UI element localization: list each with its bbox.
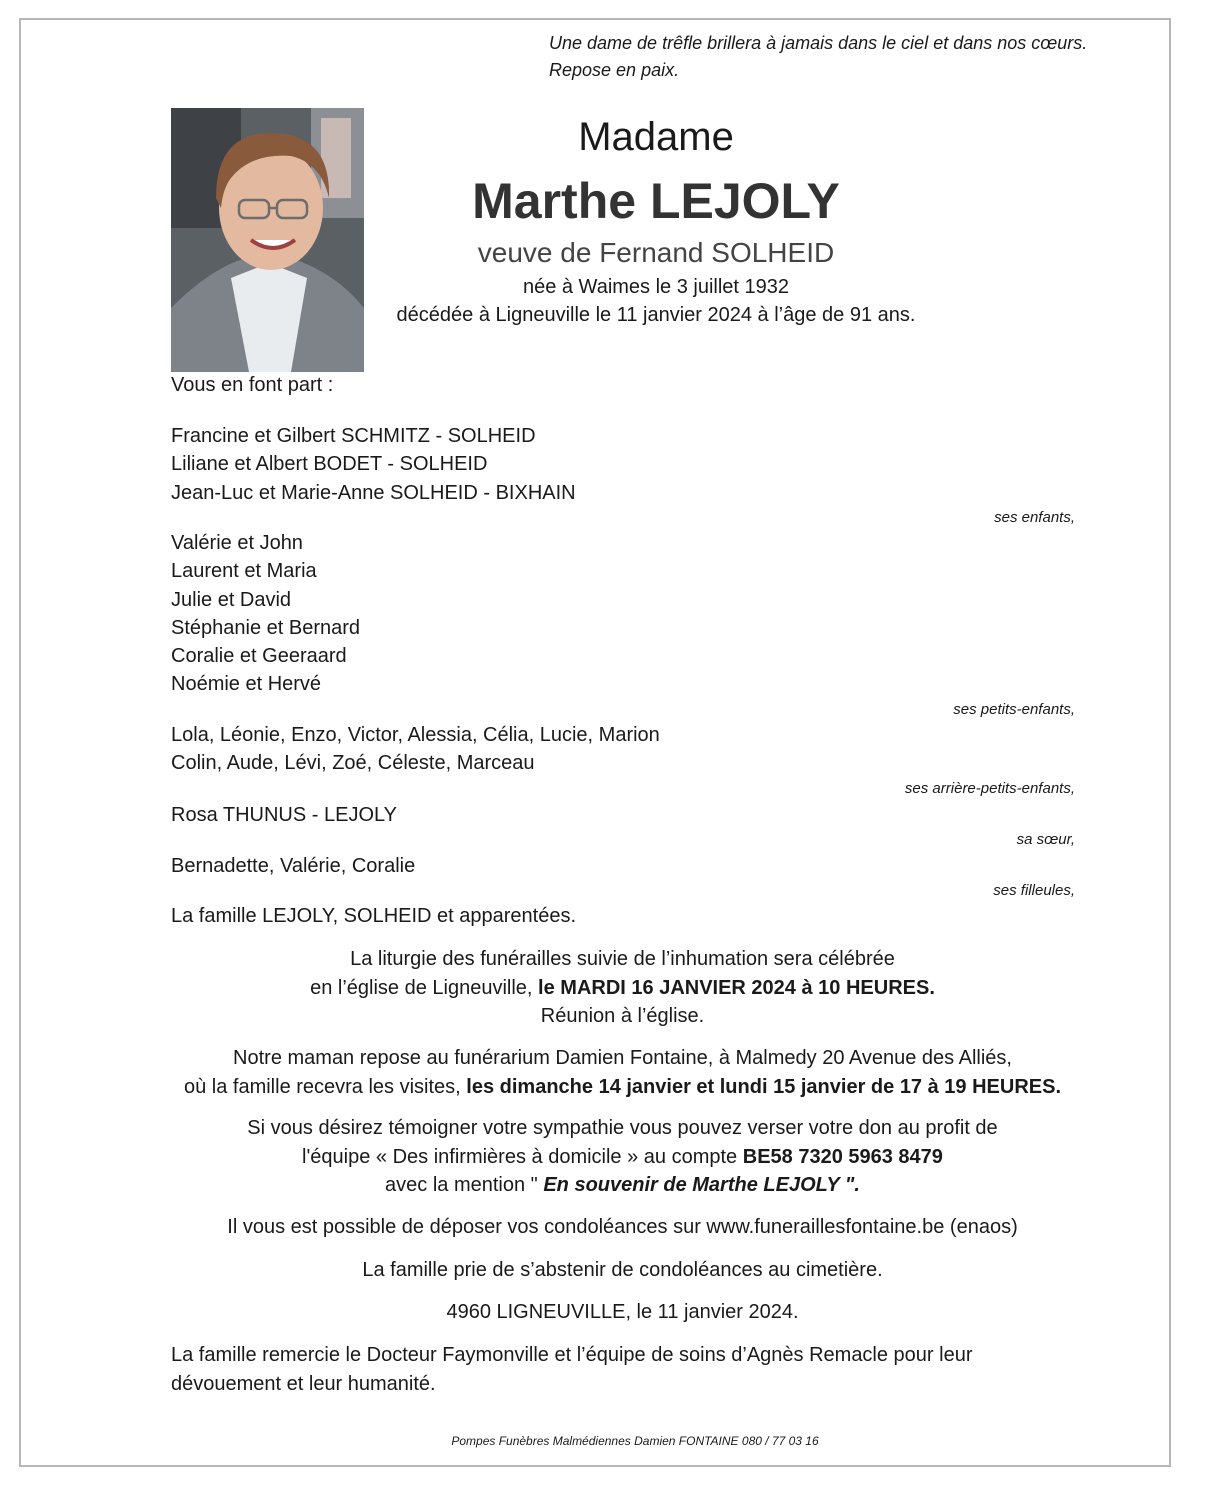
epigraph — [549, 30, 1087, 84]
widow-of: veuve de Fernand SOLHEID — [477, 237, 835, 268]
online-condolences: Il vous est possible de déposer vos condoléances sur www.funeraillesfontaine.be (enaos) — [227, 1216, 1018, 1238]
relation-great-grandchildren: ses arrière-petits-enfants, — [904, 780, 1075, 797]
list-item: Stéphanie et Bernard — [171, 616, 361, 639]
list-item: Jean-Luc et Marie-Anne SOLHEID - BIXHAIN — [171, 481, 576, 504]
donation-line-2: l'équipe « Des infirmières à domicile » au compte BE58 7320 5963 8479 — [302, 1145, 943, 1168]
children-list — [171, 422, 576, 507]
epigraph-line-2: Repose en paix. — [549, 60, 680, 80]
liturgy-line-1: La liturgie des funérailles suivie de l’inhumation sera célébrée — [350, 948, 895, 970]
funeral-home-footer: Pompes Funèbres Malmédiennes Damien FONTAINE 080 / 77 03 16 — [451, 1434, 819, 1448]
great-grandchildren-list — [171, 721, 660, 778]
deceased-name: Marthe LEJOLY — [472, 173, 840, 229]
birth-info: née à Waimes le 3 juillet 1932 — [522, 276, 790, 298]
relation-goddaughters: ses filleules, — [993, 882, 1075, 899]
list-item: Laurent et Maria — [171, 560, 317, 583]
list-item: Rosa THUNUS - LEJOLY — [171, 804, 397, 826]
epigraph-line-1: Une dame de trêfle brillera à jamais dans le ciel et dans nos cœurs. — [549, 33, 1088, 53]
donation-line-3: avec la mention " En souvenir de Marthe LEJOLY ". — [385, 1174, 860, 1196]
honorific-title: Madame — [578, 115, 734, 159]
intro-text: Vous en font part : — [171, 374, 334, 396]
list-item: Liliane et Albert BODET - SOLHEID — [171, 453, 488, 476]
liturgy-line-2: en l’église de Ligneuville, le MARDI 16 JANVIER 2024 à 10 HEURES. — [310, 976, 935, 999]
liturgy-date: le MARDI 16 JANVIER 2024 à 10 HEURES. — [538, 976, 935, 999]
grandchildren-list — [171, 529, 360, 699]
donation-line-1: Si vous désirez témoigner votre sympathie vous pouvez verser votre don au profit de — [247, 1117, 998, 1139]
thanks-line-1: La famille remercie le Docteur Faymonville et l’équipe de soins d’Agnès Remacle pour leur — [171, 1344, 973, 1366]
thanks-line-2: dévouement et leur humanité. — [171, 1372, 436, 1395]
portrait-photo — [171, 108, 364, 372]
visits-dates: les dimanche 14 janvier et lundi 15 janvier de 17 à 19 HEURES. — [466, 1075, 1062, 1098]
relation-grandchildren: ses petits-enfants, — [953, 701, 1075, 718]
goddaughters-list — [171, 852, 415, 880]
liturgy-info — [171, 945, 1074, 1031]
list-item: Coralie et Geeraard — [171, 645, 347, 668]
death-info: décédée à Ligneuville le 11 janvier 2024 à l’âge de 91 ans. — [396, 304, 916, 326]
list-item: Julie et David — [171, 588, 292, 611]
bank-account: BE58 7320 5963 8479 — [742, 1145, 943, 1168]
list-item: Noémie et Hervé — [171, 673, 322, 696]
visits-line-1: Notre maman repose au funérarium Damien Fontaine, à Malmedy 20 Avenue des Alliés, — [233, 1047, 1012, 1069]
liturgy-line-3: Réunion à l’église. — [540, 1005, 705, 1027]
family-line: La famille LEJOLY, SOLHEID et apparentées. — [171, 905, 577, 927]
visits-info — [171, 1044, 1074, 1101]
no-cemetery-condolences: La famille prie de s’abstenir de condoléances au cimetière. — [362, 1259, 883, 1281]
relation-sister: sa sœur, — [1016, 831, 1075, 848]
list-item: Colin, Aude, Lévi, Zoé, Céleste, Marceau — [171, 752, 535, 775]
list-item: Valérie et John — [171, 532, 303, 554]
relation-children: ses enfants, — [994, 509, 1075, 526]
place-and-date: 4960 LIGNEUVILLE, le 11 janvier 2024. — [446, 1301, 799, 1323]
list-item: Bernadette, Valérie, Coralie — [171, 855, 416, 877]
sister-list — [171, 801, 397, 829]
list-item: Francine et Gilbert SCHMITZ - SOLHEID — [171, 425, 536, 447]
donation-info — [171, 1114, 1074, 1200]
list-item: Lola, Léonie, Enzo, Victor, Alessia, Célia, Lucie, Marion — [171, 724, 660, 746]
thanks-text — [171, 1341, 1074, 1398]
visits-line-2: où la famille recevra les visites, les dimanche 14 janvier et lundi 15 janvier de 17 à 19 HEURES. — [183, 1075, 1062, 1098]
donation-mention: En souvenir de Marthe LEJOLY ". — [537, 1174, 860, 1196]
